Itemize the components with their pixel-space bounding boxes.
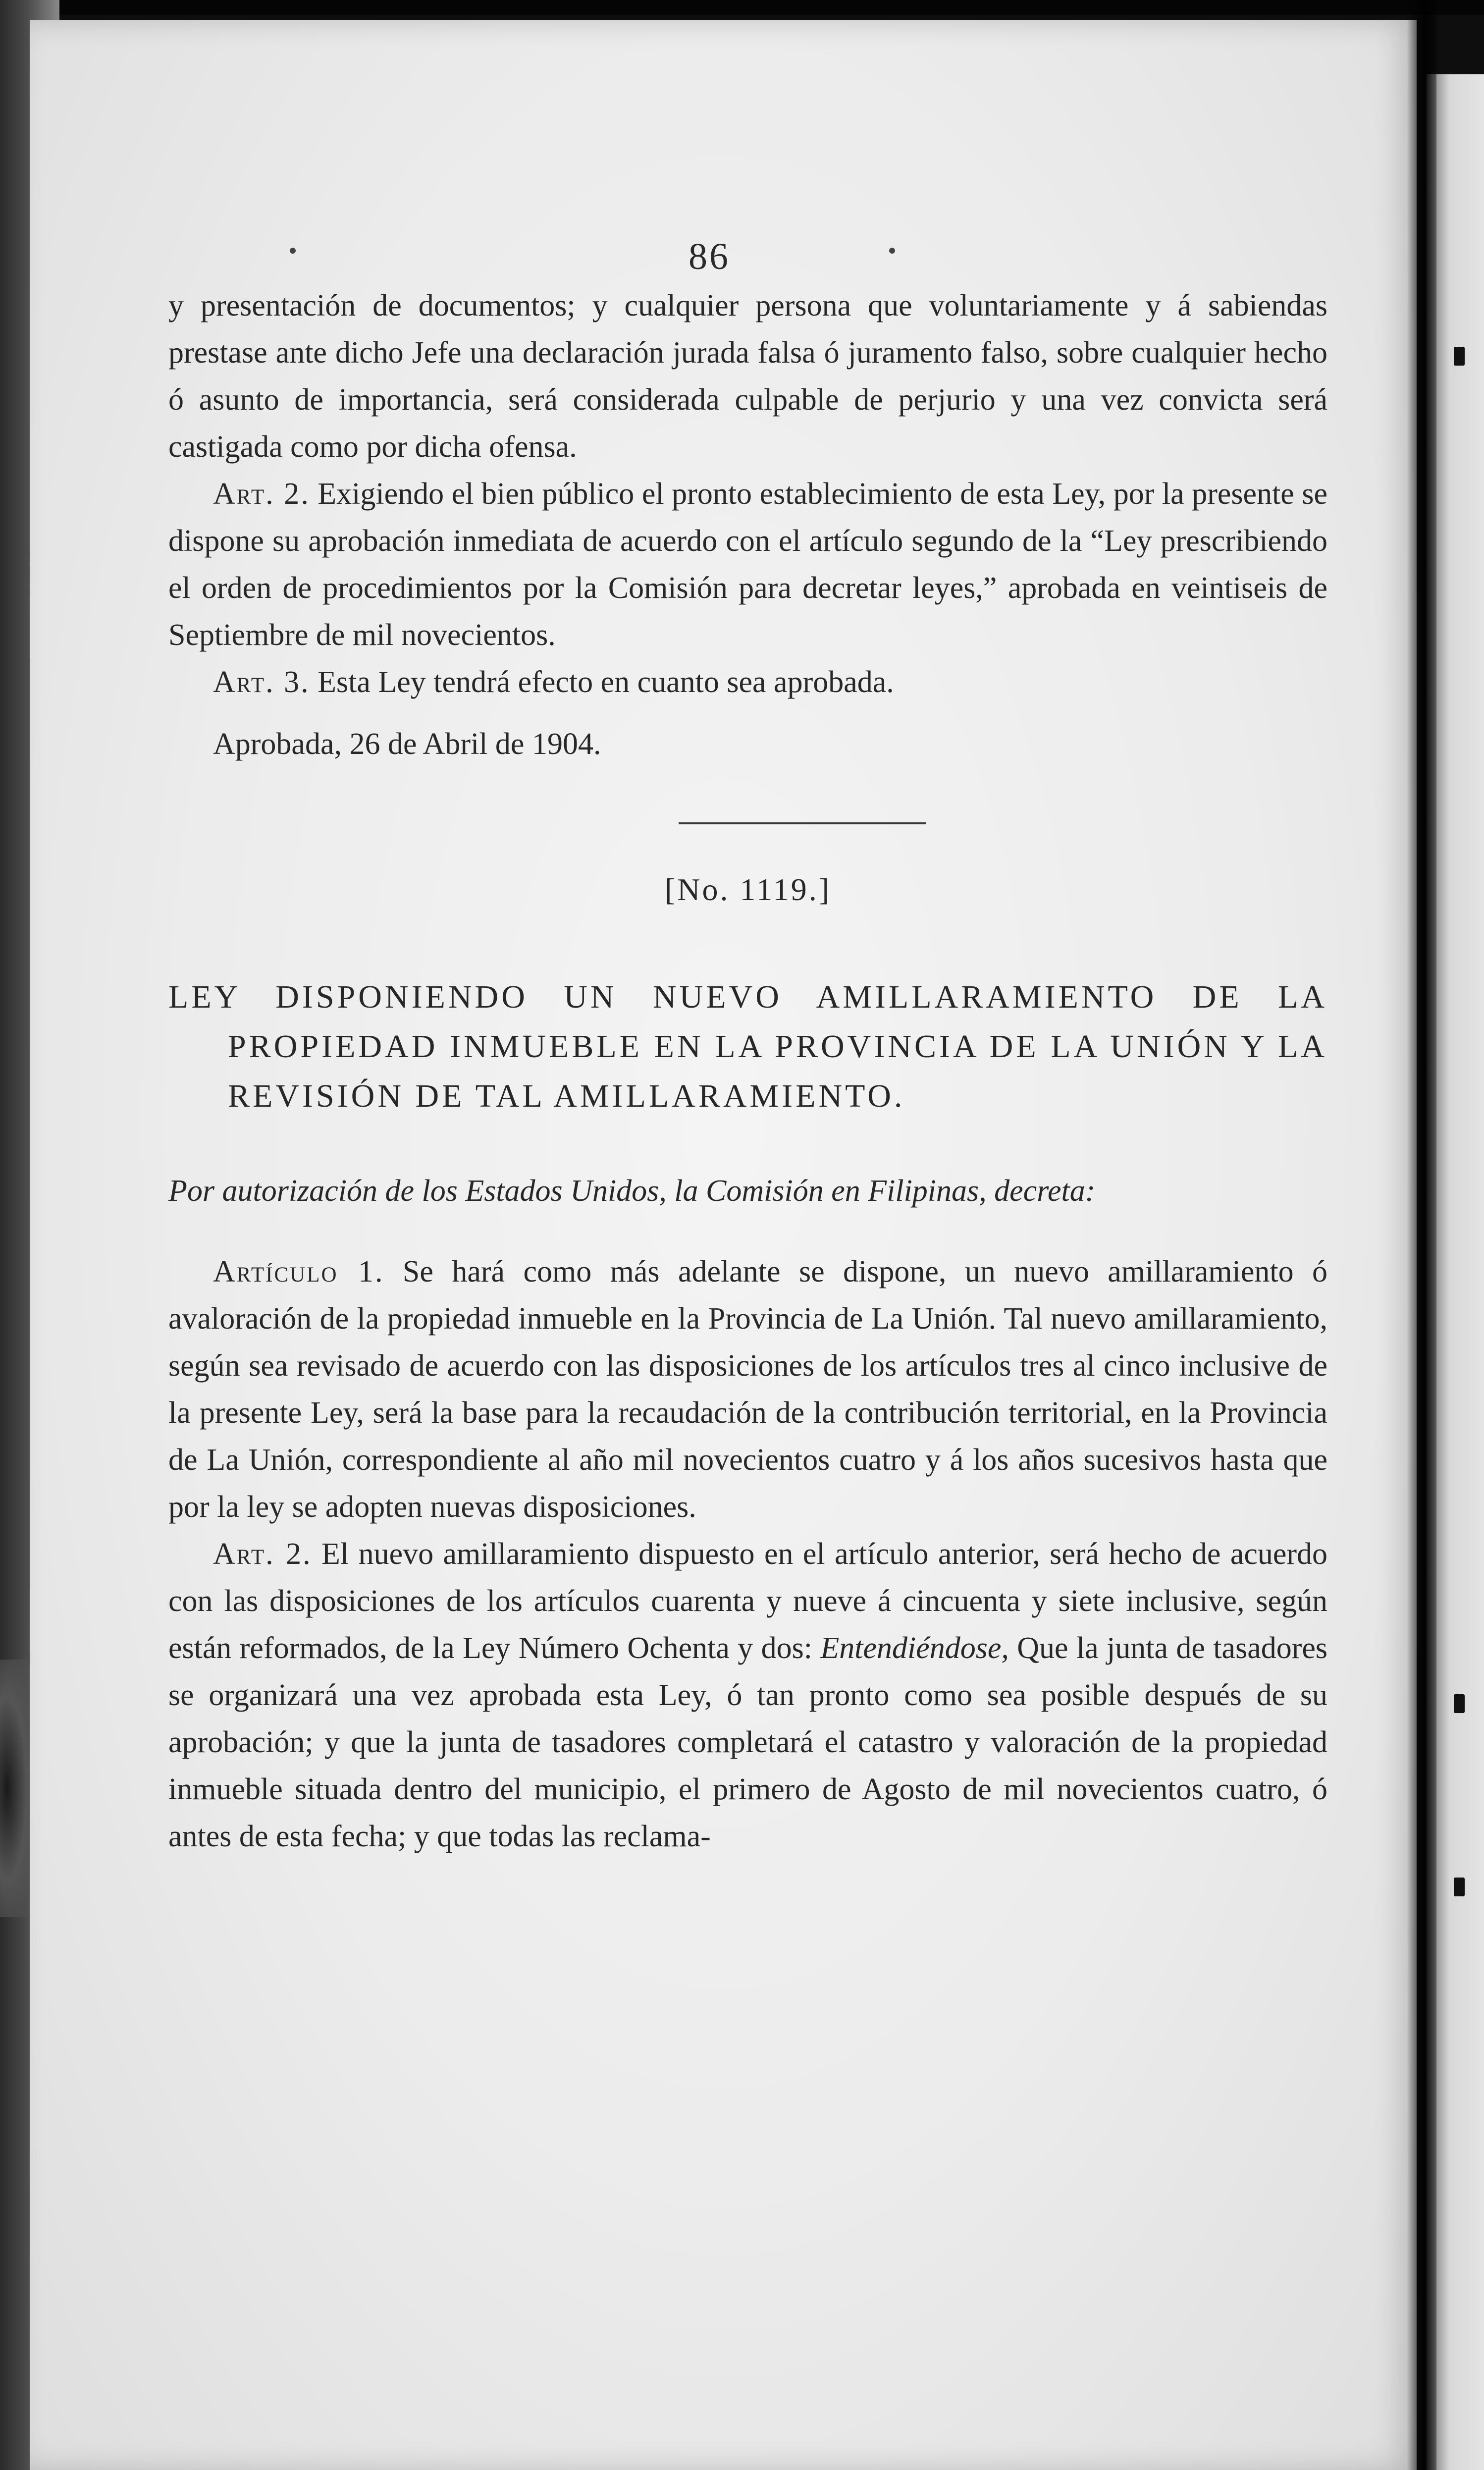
article-3-paragraph [168,659,1327,706]
approval-date: Aprobada, 26 de Abril de 1904. [213,727,601,761]
article-3-text: Esta Ley tendrá efecto en cuanto sea aprobada. [318,665,894,699]
article-3-label: Art. 3. [213,665,310,699]
article-2-paragraph [168,471,1327,659]
page-text [168,223,1327,1860]
scan-top-edge [0,0,1484,15]
article-2b-italic: Entendiéndose, [820,1631,1009,1665]
binding-shadow [1407,0,1436,2470]
spine-mark [1454,1694,1465,1713]
articulo-1-paragraph [168,1248,1327,1531]
law-heading: LEY DISPONIENDO UN NUEVO AMILLARAMIENTO DE LA PROPIEDAD INMUEBLE EN LA PROVINCIA DE LA UNIÓN Y LA REVISIÓN DE TAL AMILLARAMIENTO. [168,979,1327,1114]
article-2b-paragraph [168,1531,1327,1860]
bill-number: [No. 1119.] [664,872,832,907]
spine-mark [1454,1878,1465,1896]
continuation-paragraph: y presentación de documentos; y cualquier persona que voluntariamente y á sabiendas prestase ante dicho Jefe una declaración jurada falsa ó juramento falso, sobre cualquier hecho ó asunto de importancia, será considerada culpable de perjurio y una vez convicta será castigada como por dicha ofensa. [168,289,1327,464]
enacting-clause: Por autorización de los Estados Unidos, la Comisión en Filipinas, decreta: [168,1174,1096,1208]
article-2b-label: Art. 2. [213,1537,312,1571]
spine-mark [1454,347,1465,366]
articulo-1-label: Artículo 1. [213,1255,384,1289]
article-2-text: Exigiendo el bien público el pronto establecimiento de esta Ley, por la presente se dispone su aprobación inmediata de acuerdo con el artículo segundo de la “Ley prescribiendo el orden de procedimientos por la Comisión para decretar leyes,” aprobada en veintiseis de Septiembre de mil novecientos. [168,477,1328,652]
article-2b-text-a: El nuevo amillaramiento dispuesto en el artículo anterior, será hecho de acuerdo con las disposiciones de los artículos cuarenta y nueve á cincuenta y siete inclusive, según están reformados, de la Ley Número Ochenta y dos: [168,1537,1328,1665]
article-2-label: Art. 2. [213,477,310,511]
article-2b-text-b: Que la junta de tasadores se organizará una vez aprobada esta Ley, ó tan pronto como sea posible después de su aprobación; y que la junta de tasadores completará el catastro y valoración de la propiedad inmueble situada dentro del municipio, el primero de Agosto de mil novecientos cuatro, ó antes de esta fecha; y que todas las reclama- [168,1631,1328,1853]
articulo-1-text: Se hará como más adelante se dispone, un nuevo amillaramiento ó avaloración de la propiedad inmueble en la Provincia de La Unión. Tal nuevo amillaramiento, según sea revisado de acuerdo con las disposiciones de los artículos tres al cinco inclusive de la presente Ley, será la base para la recaudación de la contribución territorial, en la Provincia de La Unión, correspondiente al año mil novecientos cuatro y á los años sucesivos hasta que por la ley se adopten nuevas disposiciones. [168,1255,1328,1524]
page-number: 86 [689,236,730,277]
section-divider [679,822,926,824]
